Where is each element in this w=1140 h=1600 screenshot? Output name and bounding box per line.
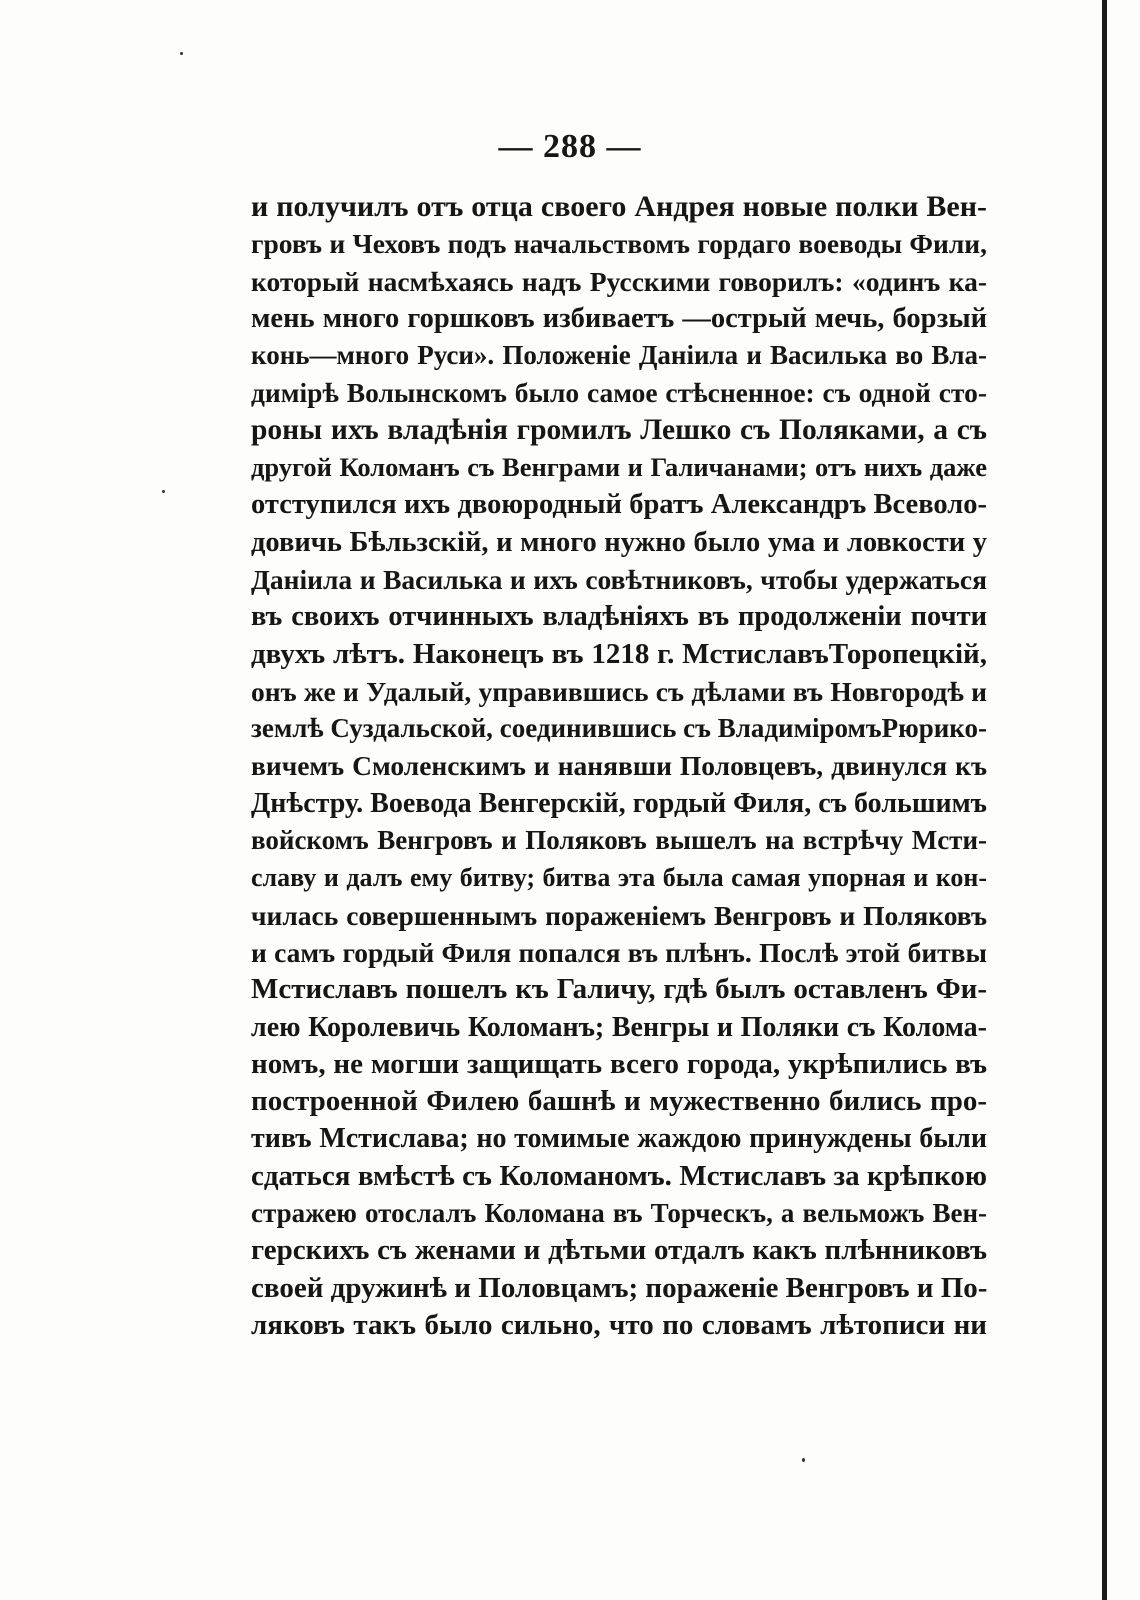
scan-speck xyxy=(180,52,183,55)
text-line: стражею отослалъ Коломана въ Торческъ, а вельможъ Вен- xyxy=(251,1198,987,1229)
text-line: славу и далъ ему битву; битва эта была самая упорная и кон- xyxy=(251,863,987,893)
text-line: онъ же и Удалый, управившись съ дѣлами въ Новгородѣ и xyxy=(251,675,987,707)
text-line: который насмѣхаясь надъ Русскими говорилъ: «одинъ ка- xyxy=(251,265,987,297)
text-line: номъ, не могши защищать всего города, укрѣпились въ xyxy=(251,1047,987,1080)
text-line: въ своихъ отчинныхъ владѣніяхъ въ продолженіи почти xyxy=(251,601,987,633)
scan-speck xyxy=(802,1458,805,1462)
text-line: другой Коломанъ съ Венграми и Галичанами; отъ нихъ даже xyxy=(251,452,987,483)
text-line: построенной Филею башнѣ и мужественно бились про- xyxy=(251,1085,987,1118)
text-line: тивъ Мстислава; но томимые жаждою принуждены были xyxy=(251,1123,987,1155)
text-line: войскомъ Венгровъ и Поляковъ вышелъ на встрѣчу Мсти- xyxy=(251,825,987,856)
text-line: Днѣстру. Воевода Венгерскій, гордый Филя, съ большимъ xyxy=(251,787,987,819)
text-line: сдаться вмѣстѣ съ Коломаномъ. Мстиславъ за крѣпкою xyxy=(251,1159,987,1192)
body-text xyxy=(251,188,987,1344)
text-line: и самъ гордый Филя попался въ плѣнъ. Послѣ этой битвы xyxy=(251,936,987,968)
text-line: Даніила и Василька и ихъ совѣтниковъ, чтобы удержаться xyxy=(251,563,987,595)
text-line: Мстиславъ пошелъ къ Галичу, гдѣ былъ оставленъ Фи- xyxy=(251,973,987,1006)
text-line: и получилъ отъ отца своего Андрея новые полки Вен- xyxy=(251,190,987,223)
text-line: землѣ Суздальской, соединившись съ ВладиміромъРюрико- xyxy=(251,713,987,744)
text-line: лею Королевичь Коломанъ; Венгры и Поляки съ Колома- xyxy=(251,1011,987,1043)
text-line: мень много горшковъ избиваетъ —острый мечь, борзый xyxy=(251,302,987,334)
text-line: герскихъ съ женами и дѣтьми отдалъ какъ плѣнниковъ xyxy=(251,1234,987,1267)
text-line: конь—много Руси». Положеніе Даніила и Василька во Вла- xyxy=(251,340,987,371)
text-line: двухъ лѣтъ. Наконецъ въ 1218 г. МстиславъТоропецкій, xyxy=(251,637,987,670)
scan-speck xyxy=(162,490,165,493)
text-line: гровъ и Чеховъ подъ начальствомъ гордаго воеводы Фили, xyxy=(251,228,987,260)
text-line: своей дружинѣ и Половцамъ; пораженіе Венгровъ и По- xyxy=(251,1271,987,1304)
page-number: — 288 — xyxy=(498,128,642,165)
page-edge-line xyxy=(1102,0,1107,1600)
text-line: довичь Бѣльзскій, и много нужно было ума и ловкости у xyxy=(251,526,987,558)
text-line: чилась совершеннымъ пораженіемъ Венгровъ и Поляковъ xyxy=(251,899,987,931)
text-line: димірѣ Волынскомъ было самое стѣсненное: съ одной сто- xyxy=(251,377,987,409)
text-line: отступился ихъ двоюродный братъ Александръ Всеволо- xyxy=(251,489,987,521)
text-line: вичемъ Смоленскимъ и нанявши Половцевъ, двинулся къ xyxy=(251,750,987,782)
text-line: ляковъ такъ было сильно, что по словамъ лѣтописи ни xyxy=(251,1308,987,1341)
text-line: роны ихъ владѣнія громилъ Лешко съ Поляками, а съ xyxy=(251,413,987,446)
